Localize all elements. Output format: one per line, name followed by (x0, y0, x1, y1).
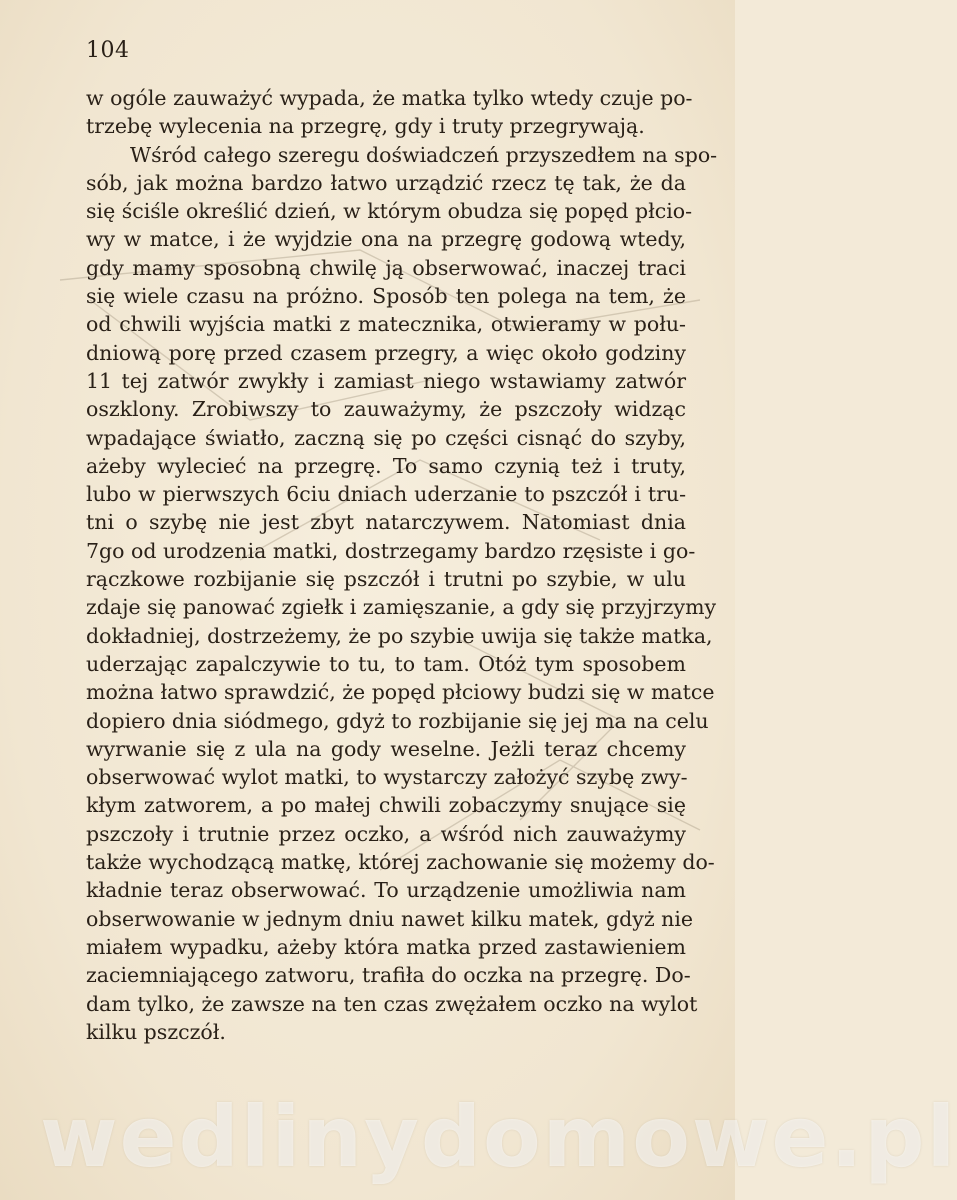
text-line: w ogóle zauważyć wypada, że matka tylko wtedy czuje po- (86, 86, 693, 110)
text-line: sób, jak można bardzo łatwo urządzić rzecz tę tak, że da (86, 170, 686, 195)
text-line: oszklony. Zrobiwszy to zauważymy, że pszczoły widząc (86, 397, 686, 422)
text-line: także wychodzącą matkę, której zachowanie się możemy do- (86, 850, 715, 875)
text-line: ażeby wylecieć na przegrę. To samo czynią też i truty, (86, 453, 686, 478)
text-line: wyrwanie się z ula na gody weselne. Jeżli teraz chcemy (86, 736, 686, 761)
text-line: obserwować wylot matki, to wystarczy założyć szybę zwy- (86, 765, 688, 790)
text-line: gdy mamy sposobną chwilę ją obserwować, inaczej traci (86, 255, 686, 280)
text-line: 7go od urodzenia matki, dostrzegamy bardzo rzęsiste i go- (86, 538, 696, 563)
site-watermark: wedlinydomowe.pl (40, 1088, 957, 1186)
text-line: się wiele czasu na próżno. Sposób ten polega na tem, że (86, 284, 686, 309)
text-line: wy w matce, i że wyjdzie ona na przegrę godową wtedy, (86, 227, 686, 252)
text-line: wpadające światło, zaczną się po części cisnąć do szyby, (86, 425, 686, 450)
text-line: rączkowe rozbijanie się pszczół i trutni po szybie, w ulu (86, 567, 686, 592)
text-line: miałem wypadku, ażeby która matka przed zastawieniem (86, 934, 686, 959)
text-line: trzebę wylecenia na przegrę, gdy i truty przegrywają. (86, 114, 645, 139)
text-line: zdaje się panować zgiełk i zamięszanie, a gdy się przyjrzymy (86, 595, 717, 620)
page-number: 104 (86, 38, 130, 63)
text-line: dam tylko, że zawsze na ten czas zwężałem oczko na wylot (86, 991, 698, 1016)
text-line: można łatwo sprawdzić, że popęd płciowy budzi się w matce (86, 680, 715, 705)
text-line: 11 tej zatwór zwykły i zamiast niego wstawiamy zatwór (86, 368, 686, 393)
text-line: dniową porę przed czasem przegry, a więc około godziny (86, 340, 686, 365)
text-line: dopiero dnia siódmego, gdyż to rozbijanie się jej ma na celu (86, 708, 709, 733)
text-line: kłym zatworem, a po małej chwili zobaczymy snujące się (86, 793, 686, 818)
text-line: się ściśle określić dzień, w którym obudza się popęd płcio- (86, 199, 693, 224)
text-line: uderzając zapalczywie to tu, to tam. Otóż tym sposobem (86, 651, 686, 676)
text-line: od chwili wyjścia matki z matecznika, otwieramy w połu- (86, 312, 686, 337)
text-line: pszczoły i trutnie przez oczko, a wśród nich zauważymy (86, 821, 686, 846)
text-line: kilku pszczół. (86, 1019, 226, 1044)
text-line: tni o szybę nie jest zbyt natarczywem. Natomiast dnia (86, 510, 686, 535)
text-line: dokładniej, dostrzeżemy, że po szybie uwija się także matka, (86, 623, 713, 648)
text-line: lubo w pierwszych 6ciu dniach uderzanie to pszczół i tru- (86, 482, 686, 507)
text-line: zaciemniającego zatworu, trafiła do oczka na przegrę. Do- (86, 963, 691, 988)
text-line: Wśród całego szeregu doświadczeń przyszedłem na spo- (130, 142, 718, 167)
text-line: kładnie teraz obserwować. To urządzenie umożliwia nam (86, 878, 686, 903)
body-text (86, 84, 718, 1046)
text-line: obserwowanie w jednym dniu nawet kilku matek, gdyż nie (86, 906, 694, 931)
